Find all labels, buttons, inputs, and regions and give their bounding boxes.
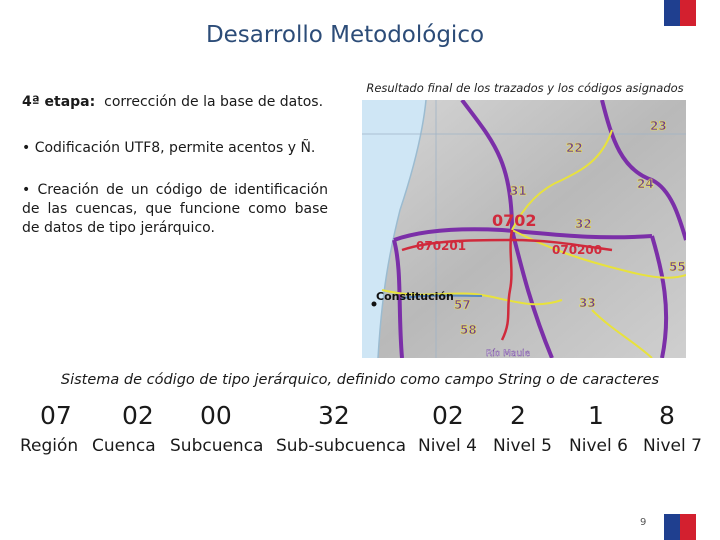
code-part-nivel4: 02	[432, 401, 464, 430]
level-label-nivel4: Nivel 4	[418, 436, 477, 456]
code-part-nivel5: 2	[510, 401, 526, 430]
level-label-subsubcuenca: Sub-subcuenca	[276, 436, 407, 456]
stage-line	[22, 94, 323, 110]
code-part-nivel6: 1	[588, 401, 604, 430]
code-part-subsubcuenca: 32	[318, 401, 350, 430]
basin-map	[362, 100, 686, 358]
map-label-basin: 070201	[416, 239, 467, 253]
map-label: 31	[510, 184, 527, 198]
map-svg	[362, 100, 686, 358]
level-label-subcuenca: Subcuenca	[170, 436, 264, 456]
level-label-nivel6: Nivel 6	[569, 436, 628, 456]
code-part-region: 07	[40, 401, 72, 430]
level-label-nivel7: Nivel 7	[643, 436, 702, 456]
system-caption: Sistema de código de tipo jerárquico, definido como campo String o de caracteres	[60, 372, 660, 388]
stage-label: 4ª etapa:	[22, 94, 96, 110]
level-label-nivel5: Nivel 5	[493, 436, 552, 456]
map-label-basin: 0702	[492, 211, 537, 230]
map-label-basin: 070200	[552, 243, 603, 257]
stage-text: corrección de la base de datos.	[104, 94, 324, 110]
code-part-subcuenca: 00	[200, 401, 232, 430]
map-label-city: Constitución	[376, 290, 454, 303]
flag-stripe-blue-bottom	[664, 514, 680, 540]
map-label: 23	[650, 119, 667, 133]
map-label: 22	[566, 141, 583, 155]
map-label: 58	[460, 323, 477, 337]
code-part-nivel7: 8	[659, 401, 675, 430]
bullet-code: • Creación de un código de identificación de las cuencas, que funcione como base de datos de tipo jerárquico.	[22, 182, 328, 236]
code-part-cuenca: 02	[122, 401, 154, 430]
map-label: 55	[669, 260, 686, 274]
flag-stripe-red-bottom	[680, 514, 696, 540]
map-label-river: Río Maule	[486, 349, 531, 358]
map-caption: Resultado final de los trazados y los códigos asignados	[366, 81, 684, 95]
slide-title: Desarrollo Metodológico	[205, 22, 485, 48]
map-label: 24	[637, 177, 654, 191]
map-label: 32	[575, 217, 592, 231]
page-number: 9	[640, 517, 647, 528]
level-label-region: Región	[20, 436, 79, 456]
bullet-utf8: • Codificación UTF8, permite acentos y Ñ.	[22, 140, 316, 156]
level-label-cuenca: Cuenca	[92, 436, 156, 456]
map-label: 33	[579, 296, 596, 310]
map-label: 57	[454, 298, 471, 312]
